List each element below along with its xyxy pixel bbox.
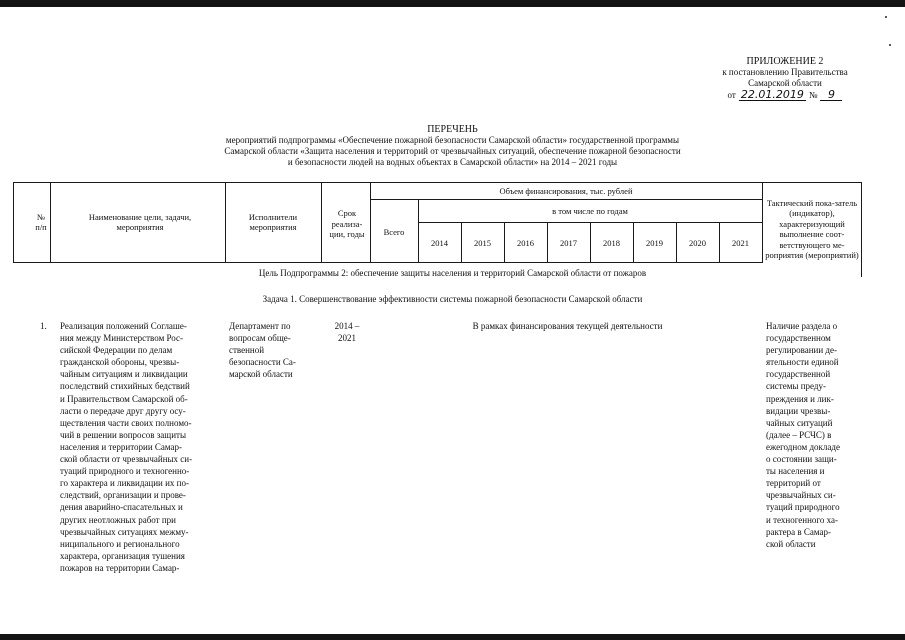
text-line: ществления части своих полномо- xyxy=(60,417,192,428)
text-line: рактера в Самар- xyxy=(766,526,832,537)
table-border-bottom xyxy=(13,262,762,263)
heading-title: ПЕРЕЧЕНЬ xyxy=(427,124,478,135)
text-line: ниципального и регионального xyxy=(60,538,180,549)
text-line: и Правительством Самарской об- xyxy=(60,393,188,404)
header-executors: Исполнители мероприятия xyxy=(248,211,298,232)
text-line: ственной xyxy=(229,345,265,356)
scan-speck xyxy=(885,16,887,18)
text-line: чайных ситуаций xyxy=(766,417,833,428)
text-line: Наличие раздела о xyxy=(766,321,838,331)
text-line: (далее – РСЧС) в xyxy=(766,429,832,440)
col-divider xyxy=(762,182,763,263)
handwritten-number: 9 xyxy=(820,90,842,101)
text-line: вопросам обще- xyxy=(229,333,291,344)
text-line: 2014 – xyxy=(334,321,360,331)
row-indicator xyxy=(766,320,860,550)
table-border-left xyxy=(13,182,14,263)
header-term: Срок реализа-ции, годы xyxy=(329,208,365,240)
text-line: о состоянии защи- xyxy=(766,454,837,465)
text-line: безопасности Са- xyxy=(229,357,296,368)
text-line: характера, организация тушения xyxy=(60,550,185,561)
header-year-2020: 2020 xyxy=(689,237,706,248)
text-line: преждения и лик- xyxy=(766,393,834,404)
table-border-top xyxy=(13,182,862,183)
appendix-block xyxy=(705,56,865,101)
text-line: последствий стихийных бедствий xyxy=(60,381,190,392)
text-line: туаций природного xyxy=(766,502,840,513)
text-line: туаций природного и техногенно- xyxy=(60,466,190,477)
text-line: населения и территории Самар- xyxy=(60,441,183,452)
appendix-line-2: Самарской области xyxy=(748,78,822,88)
text-line: сийской Федерации по делам xyxy=(60,345,173,356)
header-year-2014: 2014 xyxy=(431,237,448,248)
col-divider xyxy=(225,182,226,263)
text-line: следствий, организации и прове- xyxy=(60,490,186,501)
text-line: видации чрезвы- xyxy=(766,405,831,416)
appendix-title: ПРИЛОЖЕНИЕ 2 xyxy=(746,56,824,67)
text-line: других неотложных работ при xyxy=(60,514,176,525)
text-line: чайным ситуациям и ликвидации xyxy=(60,369,188,380)
subprogram-goal: Цель Подпрограммы 2: обеспечение защиты населения и территорий Самарской области от пожаров xyxy=(258,268,647,278)
text-line: Департамент по xyxy=(229,321,291,331)
text-line: территорий от xyxy=(766,478,821,489)
col-divider xyxy=(50,182,51,263)
header-year-2019: 2019 xyxy=(646,237,663,248)
text-line: ты населения и xyxy=(766,466,825,477)
header-num: № п/п xyxy=(35,211,47,232)
row-funding: В рамках финансирования текущей деятельности xyxy=(472,321,663,331)
text-line: Реализация положений Соглаше- xyxy=(60,321,187,331)
text-line: чрезвычайных си- xyxy=(766,490,836,501)
text-line: государственной xyxy=(766,369,831,380)
text-line: ятельности единой xyxy=(766,357,839,368)
row-executor xyxy=(229,320,317,380)
header-total: Всего xyxy=(383,226,405,237)
text-line: системы преду- xyxy=(766,381,826,392)
text-line: чрезвычайных ситуациях межму- xyxy=(60,526,189,537)
text-line: ской области от чрезвычайных си- xyxy=(60,454,193,465)
heading-line-2: Самарской области «Защита населения и территорий от чрезвычайных ситуаций, обеспечение пожарной безопасности xyxy=(224,146,681,156)
table-header xyxy=(13,182,862,277)
scan-edge-bottom xyxy=(0,634,905,640)
scan-edge-top xyxy=(0,0,905,7)
header-year-2016: 2016 xyxy=(517,237,534,248)
text-line: 2021 xyxy=(338,333,356,344)
text-line: государственном xyxy=(766,333,831,344)
text-line: гражданской обороны, чрезвы- xyxy=(60,357,180,368)
date-prefix: от xyxy=(727,90,736,100)
header-funding-group: Объем финансирования, тыс. рублей xyxy=(499,185,633,196)
heading-line-3: и безопасности людей на водных объектах в Самарской области» на 2014 – 2021 годы xyxy=(287,157,618,167)
header-year-2021: 2021 xyxy=(732,237,749,248)
header-year-2015: 2015 xyxy=(474,237,491,248)
text-line: чий в решении вопросов защиты xyxy=(60,429,187,440)
table-border-right xyxy=(861,182,862,277)
header-year-2018: 2018 xyxy=(603,237,620,248)
text-line: и техногенного ха- xyxy=(766,514,838,525)
scan-speck xyxy=(889,44,891,46)
row-term xyxy=(326,320,368,344)
appendix-line-1: к постановлению Правительства xyxy=(722,67,848,77)
header-year-2017: 2017 xyxy=(560,237,577,248)
header-indicator: Тактический пока-затель (индикатор), характеризующий выполнение соот-ветствующего ме-роприятия (мероприятий) xyxy=(765,197,859,260)
text-line: го характера и ликвидации их по- xyxy=(60,478,189,489)
text-line: марской области xyxy=(229,369,293,380)
table-rule-funding xyxy=(370,199,762,200)
subprogram-task: Задача 1. Совершенствование эффективности системы пожарной безопасности Самарской области xyxy=(262,294,643,304)
text-line: пожаров на территории Самар- xyxy=(60,562,180,573)
row-number: 1. xyxy=(40,321,47,331)
text-line: ежегодном докладе xyxy=(766,441,840,452)
document-heading xyxy=(0,124,905,168)
text-line: регулировании де- xyxy=(766,345,837,356)
text-line: ской области xyxy=(766,538,816,549)
header-name: Наименование цели, задачи, мероприятия xyxy=(88,211,192,232)
heading-line-1: мероприятий подпрограммы «Обеспечение пожарной безопасности Самарской области» государственной программы xyxy=(225,135,680,145)
text-line: дения аварийно-спасательных и xyxy=(60,502,183,513)
col-divider xyxy=(321,182,322,263)
text-line: ния между Министерством Рос- xyxy=(60,333,184,344)
row-name xyxy=(60,320,222,574)
text-line: ласти о передаче друг другу осу- xyxy=(60,405,186,416)
header-by-years: в том числе по годам xyxy=(552,205,628,216)
appendix-date-line xyxy=(705,90,865,101)
handwritten-date: 22.01.2019 xyxy=(740,88,804,101)
number-prefix: № xyxy=(808,90,818,100)
